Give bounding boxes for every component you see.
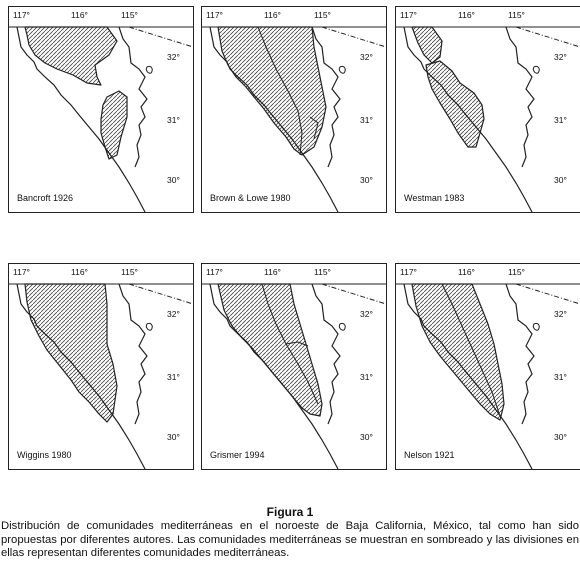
baja-california-map	[396, 7, 580, 212]
longitude-label: 117°	[400, 10, 417, 20]
mediterranean-area-1	[218, 284, 322, 416]
map-author-label: Wiggins 1980	[17, 450, 72, 460]
latitude-label: 32°	[554, 309, 567, 319]
latitude-label: 32°	[360, 309, 373, 319]
longitude-label: 115°	[314, 267, 331, 277]
figure-caption	[0, 505, 580, 561]
map-author-label: Brown & Lowe 1980	[210, 193, 291, 203]
latitude-label: 31°	[167, 115, 180, 125]
map-author-label: Grismer 1994	[210, 450, 265, 460]
longitude-label: 116°	[71, 267, 88, 277]
map-panel-3	[395, 6, 580, 213]
latitude-label: 30°	[360, 175, 373, 185]
latitude-label: 30°	[360, 432, 373, 442]
longitude-label: 115°	[314, 10, 331, 20]
mediterranean-area-2	[101, 91, 127, 159]
latitude-label: 30°	[167, 175, 180, 185]
map-author-label: Bancroft 1926	[17, 193, 74, 203]
international-border	[322, 27, 386, 47]
international-border	[322, 284, 386, 304]
map-author-label: Westman 1983	[404, 193, 465, 203]
longitude-label: 115°	[508, 10, 525, 20]
latitude-label: 31°	[167, 372, 180, 382]
longitude-label: 117°	[206, 10, 223, 20]
latitude-label: 30°	[167, 432, 180, 442]
map-panel-5	[201, 263, 387, 470]
mediterranean-area-2	[426, 61, 484, 147]
longitude-label: 117°	[400, 267, 417, 277]
mediterranean-area-1	[412, 284, 504, 420]
latitude-label: 31°	[554, 115, 567, 125]
baja-california-map	[202, 264, 386, 469]
international-border	[516, 27, 580, 47]
latitude-label: 30°	[554, 175, 567, 185]
baja-california-map	[396, 264, 580, 469]
international-border	[129, 27, 193, 47]
island	[533, 66, 539, 73]
latitude-label: 31°	[360, 372, 373, 382]
island	[339, 66, 345, 73]
longitude-label: 117°	[13, 10, 30, 20]
longitude-label: 116°	[264, 10, 281, 20]
gulf-coastline	[506, 27, 534, 167]
longitude-label: 116°	[264, 267, 281, 277]
island	[146, 66, 152, 73]
latitude-label: 32°	[554, 52, 567, 62]
latitude-label: 31°	[554, 372, 567, 382]
baja-california-map	[9, 264, 193, 469]
longitude-label: 116°	[71, 10, 88, 20]
latitude-label: 32°	[167, 52, 180, 62]
mediterranean-area-1	[218, 27, 326, 155]
longitude-label: 115°	[121, 267, 138, 277]
longitude-label: 117°	[206, 267, 223, 277]
longitude-label: 115°	[508, 267, 525, 277]
latitude-label: 32°	[167, 309, 180, 319]
latitude-label: 31°	[360, 115, 373, 125]
island	[339, 323, 345, 330]
island	[146, 323, 152, 330]
island	[533, 323, 539, 330]
gulf-coastline	[119, 284, 147, 424]
map-author-label: Nelson 1921	[404, 450, 455, 460]
latitude-label: 30°	[554, 432, 567, 442]
longitude-label: 115°	[121, 10, 138, 20]
baja-california-map	[202, 7, 386, 212]
map-panel-4	[8, 263, 194, 470]
mediterranean-area-1	[25, 27, 117, 85]
map-panel-2	[201, 6, 387, 213]
gulf-coastline	[506, 284, 534, 424]
baja-california-map	[9, 7, 193, 212]
map-panel-6	[395, 263, 580, 470]
map-panel-1	[8, 6, 194, 213]
longitude-label: 116°	[458, 267, 475, 277]
latitude-label: 32°	[360, 52, 373, 62]
international-border	[129, 284, 193, 304]
international-border	[516, 284, 580, 304]
figure-caption-text: Distribución de comunidades mediterráneas en el noroeste de Baja California, México, tal como han sido propuestas por diferentes autores. Las comunidades mediterráneas se muestran en sombreado y las divisiones en ellas representan diferentes comunidades mediterráneas.	[1, 520, 579, 560]
figure-title: Figura 1	[266, 505, 314, 519]
longitude-label: 117°	[13, 267, 30, 277]
longitude-label: 116°	[458, 10, 475, 20]
